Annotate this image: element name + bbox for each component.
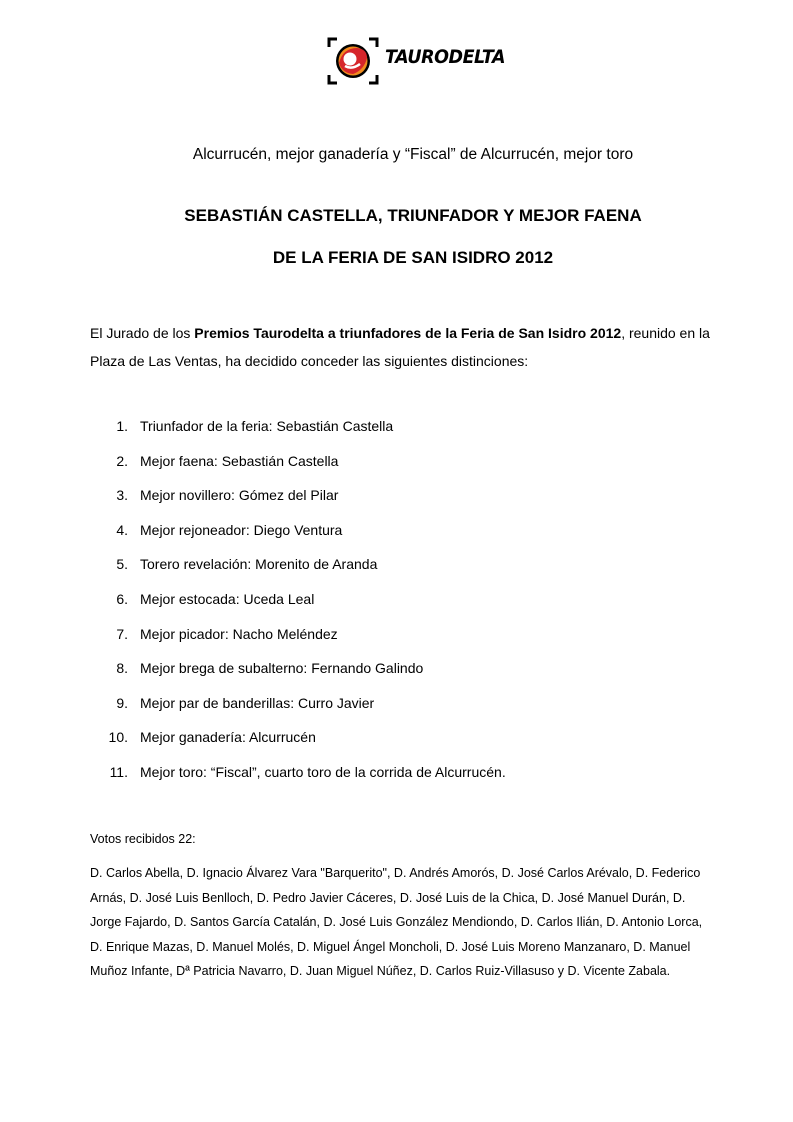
brand-wordmark: TAURODELTA [385, 46, 506, 68]
intro-line-2: Plaza de Las Ventas, ha decidido conceder las siguientes distinciones: [90, 353, 529, 369]
list-number: 9. [116, 694, 128, 711]
list-number: 1. [116, 418, 128, 434]
award-text: Mejor ganadería: Alcurrucén [140, 729, 316, 746]
voters-paragraph [90, 861, 750, 984]
intro-paragraph [90, 319, 750, 375]
list-item [0, 485, 793, 520]
awards-list [0, 416, 793, 797]
voters-line: Muñoz Infante, Dª Patricia Navarro, D. Juan Miguel Núñez, D. Carlos Ruiz-Villasuso y D. Vicente Zabala. [90, 964, 671, 979]
list-item [0, 520, 793, 555]
award-text: Mejor novillero: Gómez del Pilar [140, 487, 339, 504]
award-text: Mejor picador: Nacho Meléndez [140, 625, 338, 642]
list-item [0, 554, 793, 589]
intro-post: , reunido en la [621, 325, 710, 341]
voters-line: Jorge Fajardo, D. Santos García Catalán, D. José Luis González Mendiondo, D. Carlos Ilián, D. Antonio Lorca, [90, 915, 703, 930]
award-text: Mejor rejoneador: Diego Ventura [140, 521, 343, 538]
votes-title: Votos recibidos 22: [90, 832, 196, 846]
list-number: 8. [116, 660, 128, 677]
list-item [0, 658, 793, 693]
list-number: 3. [116, 487, 128, 504]
award-text: Triunfador de la feria: Sebastián Castella [140, 418, 394, 434]
award-text: Mejor toro: “Fiscal”, cuarto toro de la corrida de Alcurrucén. [140, 763, 506, 780]
list-item [0, 416, 793, 451]
list-item [0, 762, 793, 797]
intro-line-1 [90, 319, 750, 347]
subtitle: Alcurrucén, mejor ganadería y “Fiscal” de Alcurrucén, mejor toro [192, 146, 634, 163]
award-text: Torero revelación: Morenito de Aranda [140, 556, 378, 573]
list-item [0, 589, 793, 624]
list-number: 2. [116, 452, 128, 469]
list-number: 11. [109, 763, 128, 780]
list-item [0, 451, 793, 486]
award-text: Mejor par de banderillas: Curro Javier [140, 694, 375, 711]
award-text: Mejor faena: Sebastián Castella [140, 452, 339, 469]
voters-line: D. Carlos Abella, D. Ignacio Álvarez Vara "Barquerito", D. Andrés Amorós, D. José Carlos Arévalo, D. Federico [90, 866, 701, 880]
list-number: 7. [116, 625, 128, 642]
award-text: Mejor brega de subalterno: Fernando Galindo [140, 660, 424, 677]
intro-pre: El Jurado de los [90, 325, 195, 341]
list-item [0, 624, 793, 659]
list-number: 5. [116, 556, 128, 573]
voters-line: D. Enrique Mazas, D. Manuel Molés, D. Miguel Ángel Moncholi, D. José Luis Moreno Manzanaro, D. Manuel [90, 939, 691, 954]
bull-emblem-icon [325, 36, 381, 86]
list-item [0, 727, 793, 762]
voters-line: Arnás, D. José Luis Benlloch, D. Pedro Javier Cáceres, D. José Luis de la Chica, D. José Manuel Durán, D. [90, 890, 686, 905]
list-number: 4. [116, 521, 128, 538]
list-number: 6. [116, 590, 128, 607]
headline-line-2: DE LA FERIA DE SAN ISIDRO 2012 [272, 248, 554, 267]
list-number: 10. [108, 729, 128, 746]
headline-line-1: SEBASTIÁN CASTELLA, TRIUNFADOR Y MEJOR FAENA [184, 206, 642, 225]
taurodelta-logo [325, 36, 525, 86]
list-item [0, 693, 793, 728]
award-text: Mejor estocada: Uceda Leal [140, 590, 315, 607]
intro-bold: Premios Taurodelta a triunfadores de la Feria de San Isidro 2012 [194, 325, 622, 341]
